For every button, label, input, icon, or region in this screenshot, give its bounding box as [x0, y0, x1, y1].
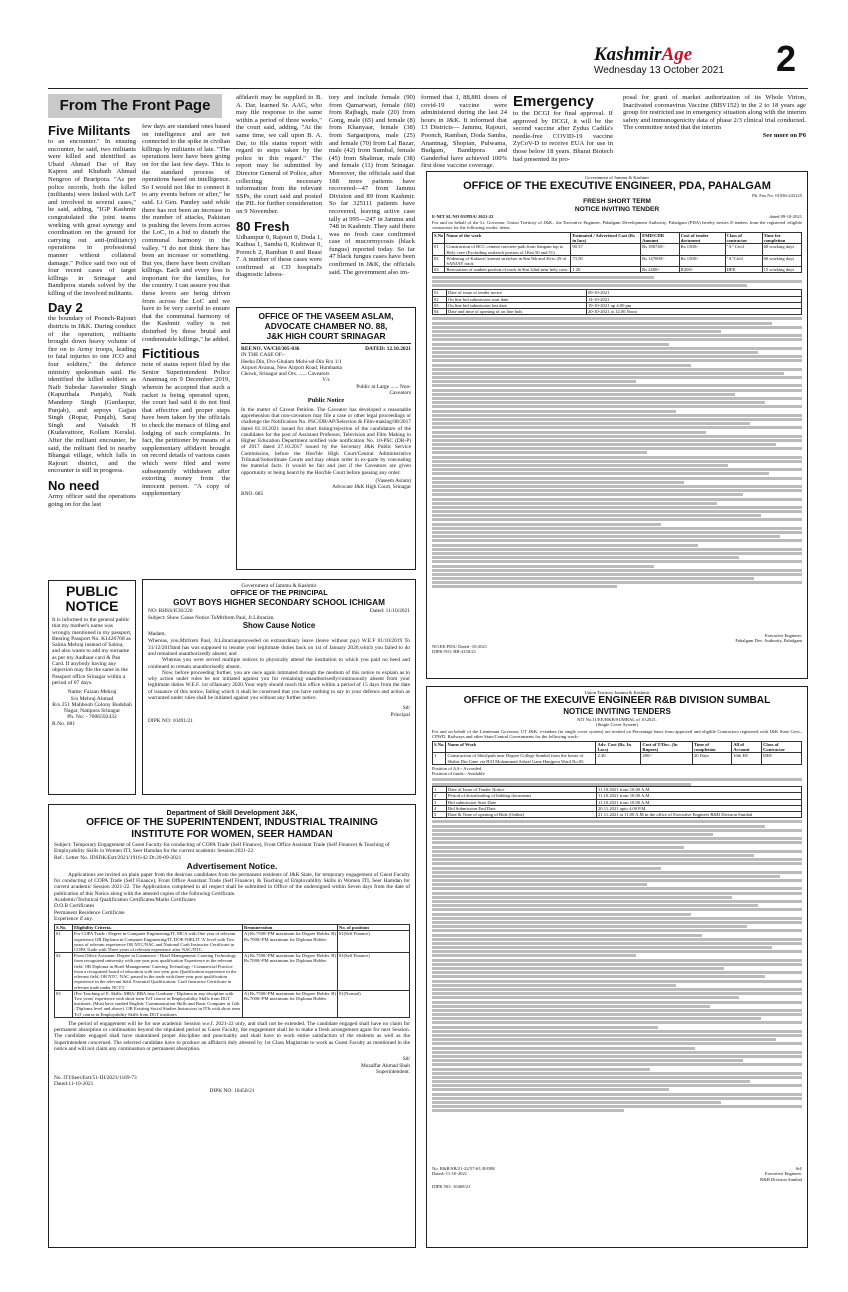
table-cell: "A" Civil: [725, 244, 762, 255]
news-column-7: [623, 94, 806, 140]
iti-dipk: DIPK NO: 10450/21: [209, 1087, 255, 1094]
table-cell: Restoration of sunken portion of track in Km 32nd near holy cave.: [445, 267, 571, 273]
table-cell: 1: [433, 787, 447, 793]
pda-terms-text-block: [432, 273, 802, 289]
table-cell: 2: [433, 793, 447, 799]
headline-80-fresh: 80 Fresh: [236, 218, 290, 234]
rnb-subtitle: NOTICE INVITING TENDERS: [563, 707, 671, 717]
table-header-cell: Class of Contractor: [762, 742, 802, 753]
table-cell: 90.37: [571, 244, 641, 255]
table-row: [433, 267, 802, 273]
advocate-case: IN THE CASE OF:-: [241, 352, 286, 359]
table-cell: 03: [433, 267, 445, 273]
notice-school-show-cause: [142, 579, 416, 795]
table-cell: 11.10.2021 from 10.00 A.M.: [597, 787, 802, 793]
rnb-ref: No. R&B/SB/21-22/57-63 /R/080/ Dated:-11-10-2021.: [432, 1166, 496, 1177]
table-cell: Rs 180740/-: [641, 244, 680, 255]
story-emergency-cont: posal for grant of market authorization of its Whole Virion, Inactivated coronavirus Vaccine (BBV152) in the 2 to 18 years age group for restricted use in emergency situation along with the interim safety and immunogenicity data of phase 2/3 clinical trial conducted. The committee noted that the interim: [623, 94, 806, 132]
table-cell: 15 working days: [762, 267, 801, 273]
table-cell: Date & Time of opening of Bids (Online): [447, 812, 597, 818]
pda-eno: E-NIT SL NO 03/PDA/ 2021-22: [432, 214, 494, 220]
news-column-6: [513, 94, 613, 163]
table-row: [55, 953, 410, 990]
pda-intro: For and on behalf of the Lt. Governor, Union Territory of J&K., the Executive Engineer, Pahalgam Development Authority, Pahalgam (PDA) hereby invites E-tenders from the registered /eligible contractors for the following works/ items.: [432, 219, 802, 230]
table-cell: 01: [433, 244, 445, 255]
table-cell: 60 working days: [762, 244, 801, 255]
table-cell: 03: [433, 302, 447, 308]
table-cell: 02: [433, 255, 445, 266]
table-cell: For COPA Trade : Degree in Computer Engineering/IT, MCA with One year of relevant experience OR Diploma in Computer Engineering/IT, DOE-NIELIT 'A' level with Two years of relevant experience OR NTC/NAC and National Craft Instructor Certificate in COPA Trade with Three years of relevant experience after NAC/NTC.: [73, 931, 243, 953]
table-header-cell: Eligibility Criteria.: [73, 925, 243, 931]
table-row: [55, 931, 410, 953]
school-title: GOVT BOYS HIGHER SECONDARY SCHOOL ICHIGAM: [173, 597, 385, 607]
news-column-2: [142, 123, 230, 498]
table-row: [433, 812, 802, 818]
table-cell: 60 working days: [762, 255, 801, 266]
masthead-rule: [48, 88, 808, 89]
rnb-signature: Sd/ Executive Engineer, R&B Division Sumbal: [760, 1166, 802, 1182]
table-row: [433, 244, 802, 255]
table-cell: R200/-: [679, 267, 725, 273]
table-cell: Widening of Kalazor/ karmai stretches in Km 9th and 26-to 29 of SANJAY track: [445, 255, 571, 266]
table-row: [433, 309, 802, 315]
table-cell: 20 Days: [692, 753, 731, 764]
advocate-signature: (Vaseem Aslam) Advocate J&K High Court, Srinagar: [332, 477, 411, 491]
table-cell: On line bid submission start date: [447, 296, 587, 302]
rnb-dipk: DIPK NO: 10469/21: [432, 1183, 471, 1189]
section-banner: From The Front Page: [48, 94, 222, 118]
school-p3: Now, before proceeding further, you are once again intimated through the medium of this notice to explain as to why action under rules be not initiated against you for remaining unauthorisedly/continuously absent from your legitimate duties W.E.F. 1st ofJanuary 2020.Your reply should reach this office within a period of 15 days from the date of issuance of this notice, failing which it shall be construed that you have nothing to say in your defence and action as warranted under rules shall be initiated against you without any further notice.: [148, 669, 410, 702]
table-cell: 5: [433, 812, 447, 818]
table-header-cell: Estimated / Advertised Cost (Rs in lacs): [571, 233, 641, 244]
table-header-cell: S.No.: [55, 925, 73, 931]
table-cell: 01: [55, 931, 73, 953]
table-header-cell: No. of positions: [338, 925, 410, 931]
table-header-cell: EMD/CDR Amount: [641, 233, 680, 244]
iti-req-1: Academic/Technical Qualification Certificates/Marks Certificates: [54, 897, 196, 904]
pda-conditions-text-block: [432, 315, 802, 633]
headline-fictitious: Fictitious: [142, 346, 200, 362]
public-notice-title-2: NOTICE: [65, 598, 119, 614]
table-cell: 09-10-2021: [587, 290, 802, 296]
story-80-fresh-cont: tory and include female (90) from Qamarwari, female (60) from Rajbagh, male (20) from Gong, male (65) and female (8) from Khanyaar, female (38) from Sarganipora, male (25) and female (70) from Lal Bazar, male (42) from Sumbal, female (45) from Shalimar, male (38) and female (11) from Srinagar. Moreover, the officials said that 188 more patients have recovered—47 from Jammu Division and 89 from Kashmir. So far 325111 patients have recovered, leaving active case tally at 995—247 in Jammu and 748 in Kashmir. They said there was no fresh case confirmed case of mucormycosis (black fungus) reported today. So far 47 black fungus cases have been confirmed in J&K, the officials said. The government also im-: [329, 94, 415, 276]
school-subject: Subject: Show Cause Notice ToMtrIrem Paul, Jr.Librarian.: [148, 614, 275, 621]
table-cell: 02: [55, 953, 73, 990]
pda-works-table: [432, 232, 802, 273]
story-day-2: the boundary of Poonch-Rajouri districts in J&K. During conduct of the operation, militants brought down heavy volume of fire on to Army troops, leading to fatal injuries to one JCO and four soldiers," the defence ministry spokesman said. He identified the killed soldiers as Naib Subedar Jaswinder Singh (Kapurthala Punjab), Naik Mandeep Singh (Gurdaspur, Punjab), and sepoys Gajjan Singh (Ropar, Punjab), Saraj Singh and Vaisakh H (Kudavattoor, Kollam Kerala). After the militant encounter, he said, the militant fled to nearby Bhangai village, which falls in Rajouri district, and the encounter is still in progress.: [48, 315, 136, 475]
table-cell: Rs 147000/-: [641, 255, 680, 266]
table-cell: Rs 1500/-: [679, 244, 725, 255]
masthead: [590, 40, 810, 86]
pda-dated: dated 09-10-2021: [769, 214, 802, 220]
iti-title-1: OFFICE OF THE SUPERINTENDENT, INDUSTRIAL TRAINING: [86, 817, 378, 828]
table-header-cell: S.No: [433, 233, 445, 244]
rnb-intro: For and on behalf of the Lieutenant Governor, UT J&K, e-tenders (in single cover system) are invited on Percentage basis from approved and eligible Contractors registered with J&K State Govt., CPWD, Railways and other State/Central Governments for the following work:-: [432, 728, 802, 739]
rnb-title: OFFICE OF THE EXECUIVE ENGINEER R&B DIVISION SUMBAL: [463, 695, 771, 707]
table-cell: 200/-: [641, 753, 692, 764]
iti-dated: Dated:11-10-2021: [54, 1081, 94, 1088]
school-dated: Dated: 11/10/2021: [369, 608, 410, 615]
rnb-position-aa: Position of AA:- Accorded.: [432, 765, 483, 771]
table-header-cell: Remuneration: [243, 925, 338, 931]
pda-dates-table: [432, 289, 802, 315]
school-dipk: DIPK NO: 10491/21: [148, 717, 193, 724]
headline-no-need: No need: [48, 477, 100, 493]
table-cell: Period of downloading of bidding documents: [447, 793, 597, 799]
table-header-cell: S.No.: [433, 742, 446, 753]
table-cell: Construction of Shed/path near Degree College Sumbal from the house of Shabir Din Gane via H/O Mohammad Ashraf Gane Hanjpora Ward No.05.: [446, 753, 596, 764]
advocate-title-2: ADVOCATE CHAMBER NO. 88,: [264, 321, 388, 331]
table-row: [433, 255, 802, 266]
news-column-3: [236, 94, 322, 279]
rnb-works-table: [432, 741, 802, 765]
table-cell: 02: [433, 296, 447, 302]
table-row: [433, 753, 802, 764]
table-cell: 04: [433, 309, 447, 315]
table-cell: 01(Normal): [338, 990, 410, 1017]
headline-day-2: Day 2: [48, 300, 83, 316]
table-cell: "A"Civil: [725, 255, 762, 266]
rnb-position-funds: Position of funds:- Available: [432, 771, 485, 777]
news-column-4: [329, 94, 415, 276]
table-cell: 11.10.2021 from 10.00 A.M.: [597, 799, 802, 805]
table-cell: On line bid submission last date: [447, 302, 587, 308]
table-header-cell: All of Account: [732, 742, 762, 753]
public-notice-title-1: PUBLIC: [65, 583, 119, 599]
advocate-title-3: J&K HIGH COURT SRINAGAR: [266, 331, 386, 341]
table-cell: 03: [55, 990, 73, 1017]
table-cell: 11.10.2021 from 10.00 A.M.: [597, 793, 802, 799]
advocate-caveator-address: Heeba Din, D/o-Ghulam Mohi-ud-Din R/o 1/1 Airport Avanua, New Airport Road, Humhama Chowk, Srinagar and Ors. ...... Caveators: [241, 358, 342, 378]
advocate-title-1: OFFICE OF THE VASEEM ASLAM,: [258, 311, 394, 321]
story-fictitious-cont: affidavit may be supplied to B. A. Dar, learned Sr. AAG, who may file response to the same within a period of three weeks," the court said, adding, "At the same time, we call upon B. A. Dar, to file status report with regard to steps taken by the police in this regard." The report may be submitted by Director General of Police, after collecting necessary information from the relevant SSPs, the court said and posted the PIL for further consideration on 9 November.: [236, 94, 322, 215]
table-cell: A) Rs.7500/-PM maximum for Degree Holder. B) Rs.7000/-PM maximum for Diploma Holder.: [243, 931, 338, 953]
school-madam: Madam,: [148, 631, 166, 638]
table-cell: 01(Self Finance): [338, 931, 410, 953]
iti-req-2: D.O.B Certificates: [54, 903, 95, 910]
story-80-fresh: Udhampur 0, Rajouri 0, Doda 1, Kathua 1, Samba 0, Kishtwar 0, Poonch 2, Ramban 0 and Reasi 7. A number of these cases were confirmed at CD hospital's diagnostic labora-: [236, 233, 322, 279]
public-notice-body: It is informed to the general public that my mother's name was wrongly mentioned in my passport, Bearing Passport No. K1426768 as Saima Mehraj instead of Saima, and also wants to add my surname as per my Aadhaar card & Pan Card. If anybody having any objection may file the same in the Passport office Srinagar within a period of 07 days.: [52, 617, 132, 686]
rnb-nit: NIT No.11/EE/R&B/SUMBAL of 10.2021.: [576, 717, 658, 723]
rnb-dates-table: [432, 786, 802, 818]
iti-signature: Sd/ Muzaffar Ahmad Shah Superintendent.: [360, 1056, 410, 1075]
table-cell: 20-10-2021 at 12.00 Noon: [587, 309, 802, 315]
school-signature: Sd/ Principal: [390, 705, 410, 718]
table-header-cell: Name of Work: [446, 742, 596, 753]
table-cell: 10th EE: [732, 753, 762, 764]
story-no-need-cont: few days are standard ones based on intelligence and are not connected to the spike in civilian killings by militants of late. "The operations here have been going on for the last few days. This is the standard process of operations based on intelligence. So I would not like to connect it to any events before or after," he said. Lt Gen. Pandey said while there has not been an increase in the number of attacks, Pakistan is pushing the levers from across the LoC, in a bid to disturb the communal harmony in the valley. "I do not think there has been an increase or something. But yes, there have been civilian killings. Each and every loss is important for the families, for the country. I can assure you that these levers are being driven from across the LoC and we have to be very careful to ensure that the communal harmony of the Kashmir valley is not disturbed by these brutal and condemnable killings," he added.: [142, 123, 230, 343]
notice-rnb-tender: [426, 686, 808, 1248]
pda-ref: NO.EE.PDA/ Dated -10-2021: [432, 643, 488, 649]
table-cell: 01: [433, 290, 447, 296]
headline-five-militants: Five Militants: [48, 123, 131, 138]
table-cell: Rs 1500/-: [679, 255, 725, 266]
table-cell: 1: [433, 753, 446, 764]
iti-req-4: Experience if any.: [54, 915, 94, 922]
pda-subtitle-2: NOTICE INVITING TENDER: [574, 206, 660, 214]
rnb-single-cover: (Single Cover System): [596, 722, 638, 728]
pda-subtitle-1: FRESH SHORT TERM: [583, 198, 651, 206]
pda-phone: Ph. Fax No. 01936-243125: [752, 193, 802, 199]
table-cell: 4: [433, 805, 447, 811]
table-cell: 3: [433, 799, 447, 805]
table-cell: (For Teaching of E. Skills: MBA/ BBA /any Graduate / Diploma in any discipline with Two years' experience with short term ToT course in Employability Skills from DGT institutes. (Must have studied English/ Communication Skills and Basic Computer at 12th / Diploma level and above). OR Existing Social Studies Instructors in ITIs with short term ToT course in Employability Skills from DGT institutes: [73, 990, 243, 1017]
table-header-cell: Class of contractor: [725, 233, 762, 244]
table-cell: Date and time of opening of on line bids: [447, 309, 587, 315]
iti-heading: Advertisement Notice.: [186, 860, 278, 871]
advocate-public: Public at Large ...... Non-Caveators: [356, 383, 411, 397]
iti-subject: Subject: Temporary Engagement of Guest Faculty for conducting of COPA Trade (Self Finance), Front Office Assistant Trade (Self Finance) & Teaching of Employability Skills in Women ITI, Seer Hamdan for the current academic Session 2021-22.: [54, 842, 390, 855]
table-cell: 73.50: [571, 255, 641, 266]
table-cell: DEE: [762, 753, 802, 764]
story-fictitious: note of status report filed by the Senior Superintendent Police Anantnag on 9 December 2019, wherein he accepted that such a racket is being operated upon, the court had said it do not find that effective and proper steps have been taken by the officials to check the menace of filing and lodging of such complaints. In fact, the petitioner by means of a supplementary affidavit brought on record details of various cases which were filed and were subsequently withdrawn after extorting money from the innocent person. "A copy of supplementary: [142, 361, 230, 498]
public-notice-rno: R.No. 681: [52, 720, 76, 727]
news-column-5: [421, 94, 507, 170]
pda-dipk: DIPK-NO: BB-4150/21: [432, 648, 477, 654]
table-header-cell: Cost of tender document: [679, 233, 725, 244]
news-column-1: [48, 123, 136, 508]
table-cell: 20.11.2021 upto 4.00 P.M.: [597, 805, 802, 811]
table-cell: 01(Self Finance): [338, 953, 410, 990]
story-vaccine: formed that 1, 88,881 doses of covid-19 vaccine were administered during the last 24 hours in J&K. It informed that 13 Districts— Jammu, Rajouri, Poonch, Ramban, Doda Samba, Anantnag, Shopian, Pulwama, Budgam, Bandipora and Ganderbal have achieved 100% first dose vaccine coverage.: [421, 94, 507, 170]
table-cell: Front Office Assistant: Degree in Commerce / Hotel Management/ Catering Technology from recognized university with one year post qualification Experience in the relevant field. OR Diploma in Hotel Management/ Catering Technology / Commercial Practice from a recognized board of education with two-year post Qualification experience in the relevant field. OR NTC/ NAC passed in the trade with three-year post qualification experience in the relevant field. Essential Qualification: Craft Instructor Certificate in relevant trade under NCVT.: [73, 953, 243, 990]
school-gov: Government of Jammu & Kashmir: [241, 583, 317, 589]
story-emergency: to the DCGI for final approval. If approved by DCGI, it will be the second vaccine after Zydus Cadila's needle-free COVID-19 vaccine ZyCoV-D to receive EUA for use in those below 18 years. Bharat Biotech had presented its pro-: [513, 110, 613, 163]
pda-gov: Government of Jammu & Kashmir: [584, 175, 650, 180]
iti-footer: The period of engagement will be for one academic Session w.e.f. 2021-22 only, and shall not be extended. The candidate engaged shall have no claim for permanent absorption or continuation beyond the stipulated period as Guest Faculty, the engagement shall be to make a fresh arrangement again for next Session. The candidate engaged shall have maintained proper discipline and punctuality and shall have to work entire satisfaction of the students as well as the Superintendent concerned. The selected candidate have to produce an affidavit duly attested by 1st Class Magistrate to work as Guest Faculty as mentioned in the notice and will not claim any continuation or permanent absorption.: [54, 1020, 410, 1052]
school-p2: Whereas you were served multiple notices to physically attend the institution to which you paid no heed and continued to remain unauthorisedly absent.: [148, 657, 410, 670]
public-notice-passport: [48, 580, 136, 795]
school-p1: Whereas, you,MtrIrem Paul, Jr.Librarianproceeded on extraordinary leave (leave without pay) W.E.F 01/10/2019 To 31/12/2019and has was supposed to resume your legitimate duties back on 1st of January 2020,which you failed to do and remained unauthorizedly absent; and: [148, 638, 410, 657]
story-five-militants: to an encounter." In ensuing encounter, he said, two militants were killed and identified as Ubaid Ahmad Dar of Ray Kapren and Khubaib Ahmad Nengroo of Braripora. "As per police records, both the killed (militants) were linked with LeT and involved in several cases," he said, adding, "IGP Kashmir congratulated the joint teams working with great synergy and coordination on the ground for carrying out anti-(militancy) operations in professional manner without collateral damage." Police said two out of four recent cases of target killings in Srinagar and Bandipora stands solved by the killing of the involved militants.: [48, 138, 136, 297]
see-more-link[interactable]: See more on P6: [762, 131, 806, 139]
table-header-cell: Time for completion: [762, 233, 801, 244]
table-header-cell: Time of completion: [692, 742, 731, 753]
table-header-row: [433, 742, 802, 753]
table-cell: 14-10-2021: [587, 296, 802, 302]
advocate-heading: Public Notice: [307, 397, 345, 405]
table-cell: Date of Issue of Tender Notice: [447, 787, 597, 793]
rnb-conditions-text-block: [432, 818, 802, 1163]
rnb-gov: Union Territory Jammu & Kashmir: [584, 690, 650, 695]
advocate-dated: DATED: 12.10.2021: [365, 346, 411, 352]
table-cell: Date of issue of tender notice: [447, 290, 587, 296]
table-cell: Bid Submission End Date: [447, 805, 597, 811]
iti-eligibility-table: [54, 924, 410, 1017]
school-no: NO: BHSS/ICH/226: [148, 608, 193, 615]
iti-intro: Applications are invited on plain paper from the desirous candidates from the permanent residents of J&K State, for temporary engagement of Guest Faculty for conducting of COPA Trade (Self Finance), Front Office Assistant Trade (Self Finance), & Teaching of Employability Skills in Women ITI, Seer Hamdan for current academic Session 2021-22. The Applications completed in all respect shall be submitted in Office of the undersigned within Seven days from the date of publication of this Notice along with the attested copies of the following Certificate.: [54, 871, 410, 897]
masthead-date: Wednesday 13 October 2021: [594, 65, 724, 76]
table-cell: A) Rs.7500/-PM maximum for Degree Holder. B) Rs.7000/-PM maximum for Diploma Holder.: [243, 953, 338, 990]
table-cell: Bid submission Start Date: [447, 799, 597, 805]
masthead-brand: KashmirAge: [594, 44, 693, 65]
table-cell: 19-10-2021 up 4.00 pm: [587, 302, 802, 308]
public-notice-signature: Name: Faizan Mehraj S/o Mehraj Ahmad R/o 251 Mahboob Colony Budshah Nagar, Natipora Srinagar Ph. No: - 7006592432: [52, 689, 132, 721]
pda-signature: Executive Engineer, Pahalgam Dev. Authority, Pahalgam: [735, 633, 802, 644]
advocate-vs: V/s: [322, 377, 330, 384]
advocate-rno: RNO. 685: [241, 490, 264, 497]
table-header-cell: Name of the work: [445, 233, 571, 244]
table-header-cell: Adv. Cost (Rs. In Lacs): [596, 742, 641, 753]
story-no-need: Army officer said the operations going on for the last: [48, 492, 136, 508]
school-office: OFFICE OF THE PRINCIPAL: [230, 588, 328, 598]
table-cell: DEE: [725, 267, 762, 273]
table-cell: A) Rs.7500/-PM maximum for Degree Holder. B) Rs.7000/-PM maximum for Diploma Holder.: [243, 990, 338, 1017]
iti-dept: Department of Skill Development J&K,: [166, 808, 298, 817]
notice-iti-advertisement: [48, 804, 416, 1248]
notice-pda-tender: [426, 171, 808, 679]
notice-advocate-caveat: [236, 307, 416, 570]
table-cell: 21.11.2021 at 11.00 A.M in the office of Executive Engineer R&B Division Sumbal: [597, 812, 802, 818]
iti-req-3: Permanent Residence Certificate: [54, 909, 125, 916]
iti-title-2: INSTITUTE FOR WOMEN, SEER HAMDAN: [131, 829, 333, 840]
table-header-row: [433, 233, 802, 244]
table-row: [55, 990, 410, 1017]
school-heading: Show Cause Notice: [242, 621, 316, 631]
headline-emergency: Emergency: [513, 93, 594, 110]
iti-no: No. ITI/Seer/Estt/51-III/2021/1169-73: [54, 1075, 137, 1082]
table-header-cell: Cost of T/Doc. (In Rupees): [641, 742, 692, 753]
pda-title: OFFICE OF THE EXECUTIVE ENGINEER, PDA, PAHALGAM: [463, 180, 771, 193]
advocate-body: In the matter of Caveat Petition. The Caveator has developed a reasonable apprehension that non-caveators may file a case or other legal proceedings or challenge the Notification No. PSC/DR/AP/Selection & Film-making/08/2017 dated 01.10.2021 issued for short listing/rejection of the candidature of the candidates for the post of Assistant Professor, Television and Film Making in Higher Education Department notified vide notification No. 10-PSC (DR-P) of 2017 dated 27.10.2017 issued by the Secretary J&K Public Service Commission, before the Hon'ble High Court/Central Administrative Tribunal/Subordinate Courts and may obtain order in ex-parte by concealing the material facts. It would be fair and just if the Caveators are given opportunity or being heard by the Hon'ble Court before passing any order.: [241, 406, 411, 476]
table-cell: 2.30: [596, 753, 641, 764]
rnb-terms-text-block: [432, 776, 802, 786]
advocate-ref-no: REF.NO. VA/CH/305-036: [241, 346, 300, 352]
page-number: 2: [776, 38, 797, 79]
table-cell: Construction of RCC cement concrete path from Sangam top to Holy cave (Excluding avalanch portion of 1Km 50 and 51): [445, 244, 571, 255]
table-cell: Rs 2400/-: [641, 267, 680, 273]
table-cell: 1.20: [571, 267, 641, 273]
iti-ref: Ref.: Letter No. JDSDK/Estt/2021/1916-42 Dt:20-09-2021: [54, 854, 182, 861]
